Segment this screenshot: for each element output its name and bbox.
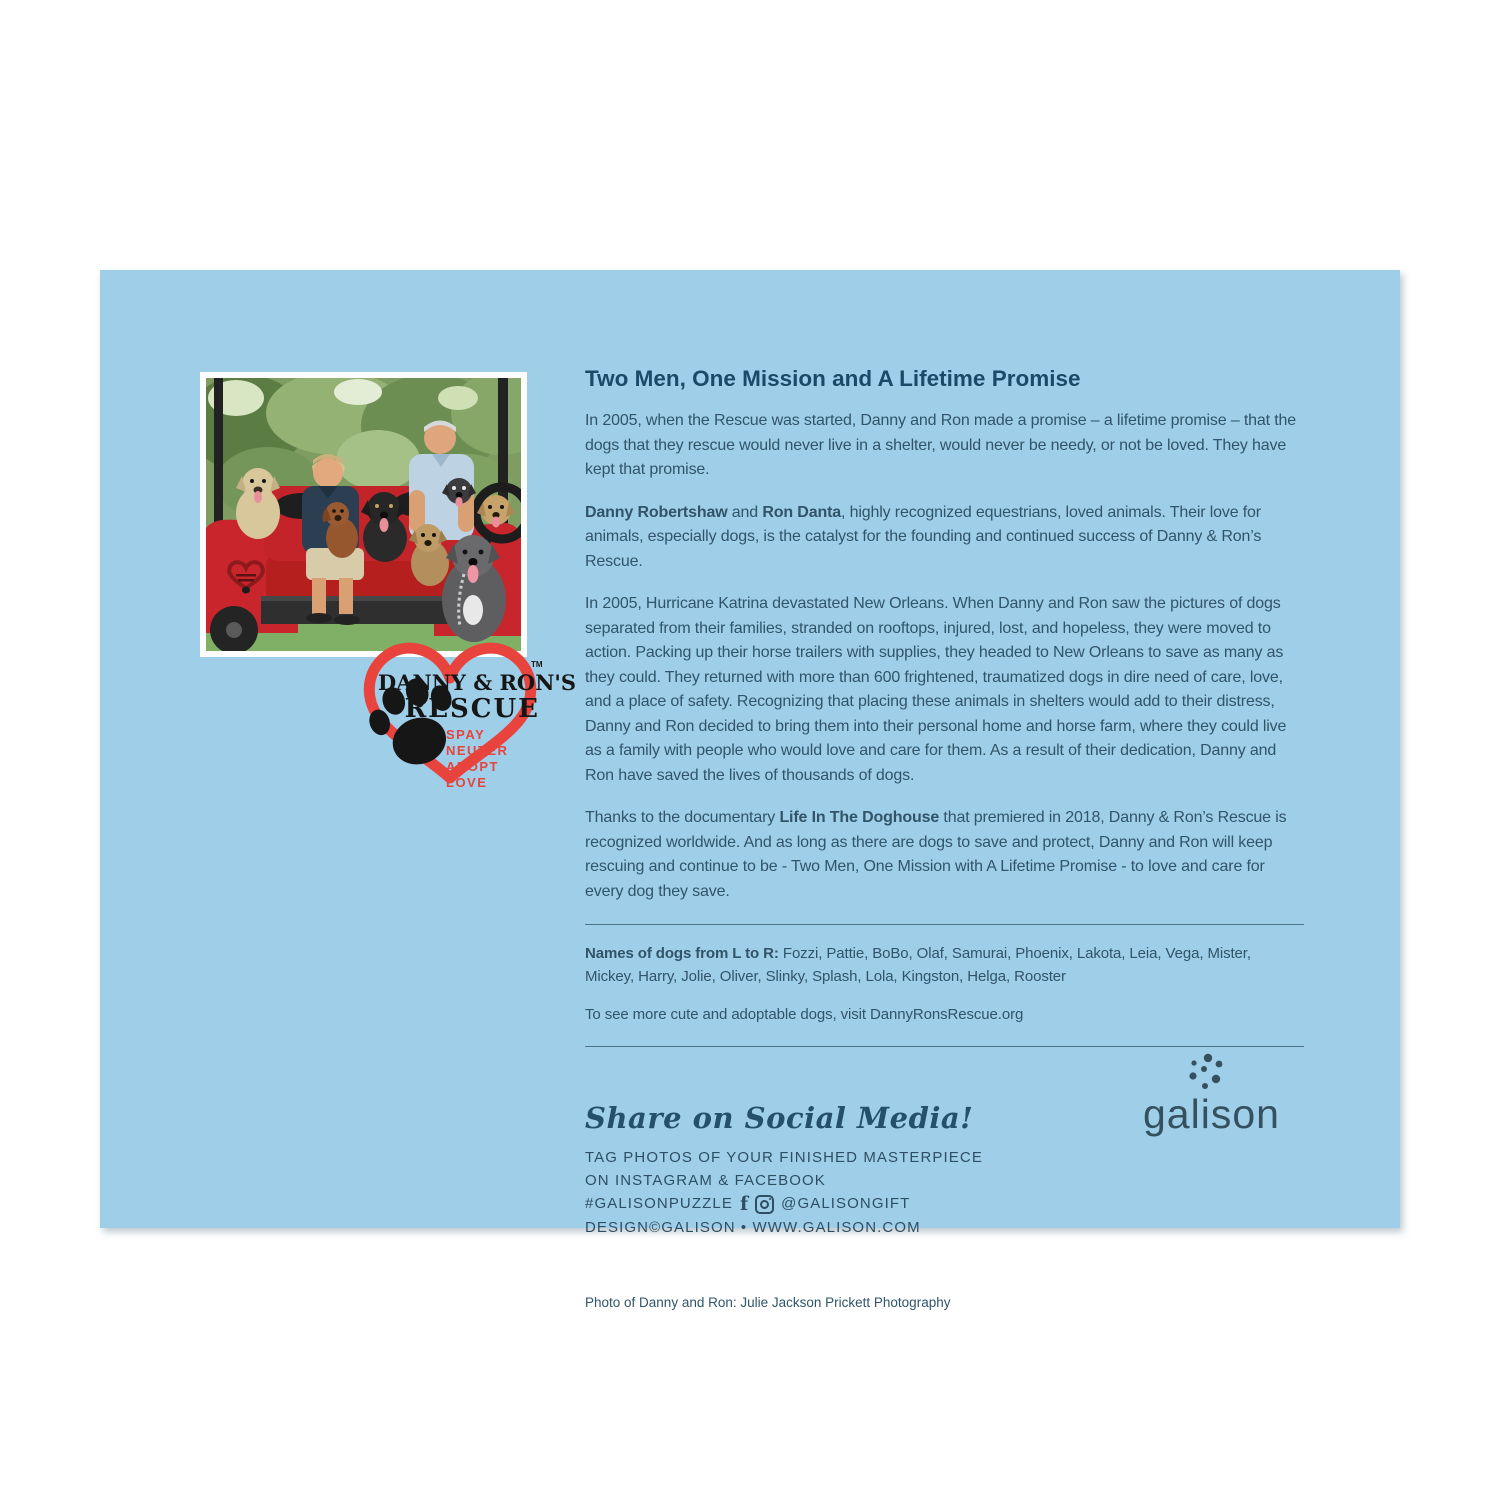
danny-ron-photo-illustration	[206, 378, 521, 651]
puzzle-box-back-panel	[100, 270, 1400, 1310]
tagline-spay: SPAY	[446, 727, 486, 742]
paragraph-founders-text: and	[727, 503, 763, 521]
paragraph-documentary-lead: Thanks to the documentary	[585, 809, 780, 826]
divider-bottom	[585, 1046, 1304, 1047]
rescue-logo-trademark: TM	[531, 660, 543, 669]
social-line-tag-photos: TAG PHOTOS OF YOUR FINISHED MASTERPIECE	[585, 1149, 983, 1166]
tagline-adopt: ADOPT	[446, 759, 499, 774]
paragraph-founders-rest: , highly recognized equestrians, loved animals. Their love for animals, especially dogs, is the catalyst for the founding and continued success of Danny & Ron’s Rescue.	[585, 503, 1262, 570]
paragraph-katrina: In 2005, Hurricane Katrina devastated New Orleans. When Danny and Ron saw the pictures of dogs separated from their families, stranded on rooftops, injured, lost, and hopeless, they were moved to action. Packing up their horse trailers with supplies, they headed to New Orleans to save as many as they could. They returned with more than 600 frightened, traumatized dogs in dire need of care, love, and a place of safety. Recognizing that placing these animals in shelters would add to their distress, Danny and Ron decided to bring them into their personal home and horse farm, where they could live as a family with people who would love and care for them. As a result of their dedication, Danny and Ron have saved the lives of thousands of dogs.	[585, 595, 1287, 784]
adopt-info-line: To see more cute and adoptable dogs, visit DannyRonsRescue.org	[585, 1006, 1024, 1023]
galison-wordmark: galison	[1143, 1091, 1280, 1137]
divider-top	[585, 924, 1304, 925]
dog-names-label: Names of dogs from L to R:	[585, 945, 779, 962]
rescue-logo	[345, 626, 577, 801]
founder-name-danny: Danny Robertshaw	[585, 503, 728, 521]
paragraph-documentary	[585, 806, 1304, 904]
documentary-title: Life In The Doghouse	[779, 809, 940, 826]
danny-ron-photo	[200, 372, 527, 657]
paragraph-documentary-rest: that premiered in 2018, Danny & Ron’s Rescue is recognized worldwide. And as long as there are dogs to save and protect, Danny and Ron will keep rescuing and continue to be - Two Men, One Mission with A Lifetime Promise - to love and care for every dog they save.	[585, 809, 1287, 900]
galison-logo	[1143, 1052, 1293, 1137]
social-headline: Share on Social Media!	[585, 1101, 974, 1135]
dog-names-list: Fozzi, Pattie, BoBo, Olaf, Samurai, Phoenix, Lakota, Leia, Vega, Mister, Mickey, Harry, Jolie, Oliver, Slinky, Splash, Lola, Kingston, Helga, Rooster	[585, 945, 1251, 985]
rescue-logo-name-line2: RESCUE	[404, 694, 540, 724]
dog-names-line	[585, 942, 1304, 988]
instagram-handle: @GALISONGIFT	[781, 1195, 911, 1212]
rescue-logo-name-line1: DANNY & RON'S	[378, 670, 577, 695]
social-line-platforms: ON INSTAGRAM & FACEBOOK	[585, 1171, 826, 1189]
social-handles-row	[585, 1193, 1304, 1216]
paragraph-promise: In 2005, when the Rescue was started, Danny and Ron made a promise – a lifetime promise – that the dogs that they rescue would never live in a shelter, would never be needy, or not be loved. They have kept that promise.	[585, 412, 1297, 478]
story-column	[585, 366, 1304, 1324]
founder-name-ron: Ron Danta	[762, 503, 842, 521]
paragraph-founders	[585, 501, 1304, 575]
tagline-neuter: NEUTER	[446, 743, 509, 758]
design-credit-line: DESIGN©GALISON • WWW.GALISON.COM	[585, 1218, 921, 1236]
rescue-logo-tagline	[446, 727, 508, 791]
page-title: Two Men, One Mission and A Lifetime Promise	[585, 366, 1081, 391]
photo-credit: Photo of Danny and Ron: Julie Jackson Prickett Photography	[585, 1295, 951, 1310]
tagline-love: LOVE	[446, 775, 488, 790]
hashtag-label: #GALISONPUZZLE	[585, 1195, 733, 1212]
instagram-icon	[755, 1195, 774, 1214]
facebook-icon: f	[739, 1193, 749, 1216]
